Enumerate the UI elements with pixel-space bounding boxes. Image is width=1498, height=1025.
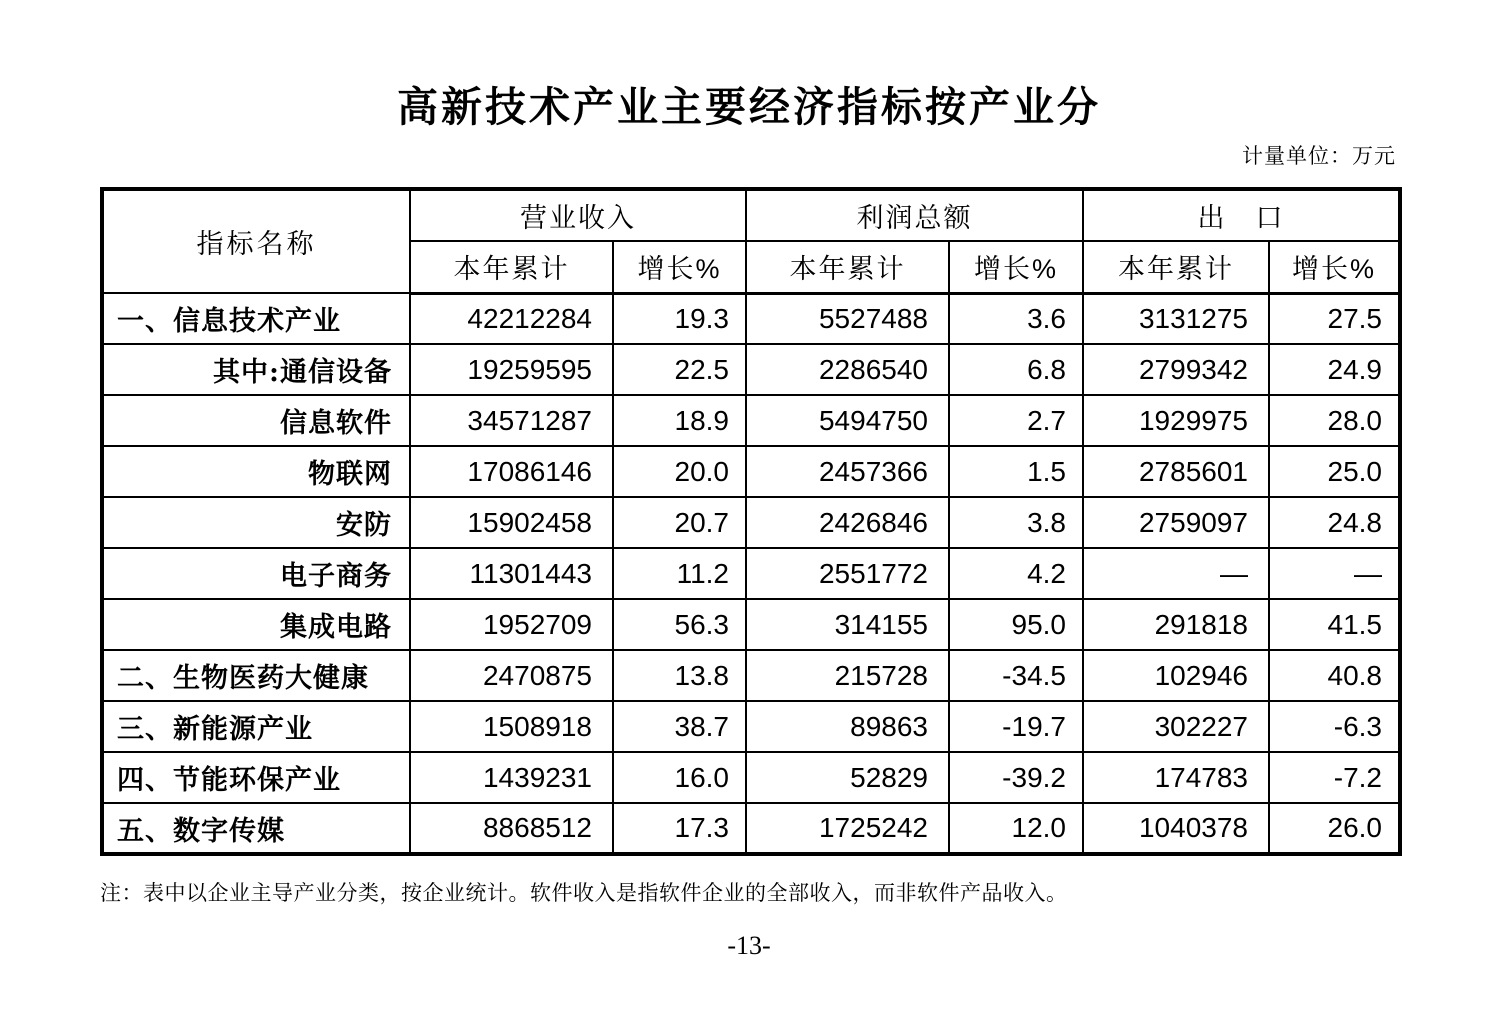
table-row: [102, 497, 1400, 548]
cell-export-growth: 24.8: [1269, 497, 1400, 548]
cell-revenue-cumulative: 19259595: [410, 344, 613, 395]
cell-export-growth: 40.8: [1269, 650, 1400, 701]
cell-profit-growth: -39.2: [949, 752, 1083, 803]
cell-revenue-growth: 16.0: [613, 752, 746, 803]
cell-revenue-cumulative: 2470875: [410, 650, 613, 701]
cell-profit-growth: 12.0: [949, 803, 1083, 854]
cell-export-growth: -7.2: [1269, 752, 1400, 803]
table-row: [102, 701, 1400, 752]
cell-export-cumulative: 174783: [1083, 752, 1269, 803]
cell-profit-growth: 95.0: [949, 599, 1083, 650]
table-row: [102, 650, 1400, 701]
row-label: 安防: [102, 497, 410, 548]
header-export-growth: 增长%: [1269, 241, 1400, 293]
cell-revenue-growth: 22.5: [613, 344, 746, 395]
cell-profit-cumulative: 314155: [746, 599, 949, 650]
header-group-export: 出 口: [1083, 189, 1400, 241]
cell-profit-cumulative: 5494750: [746, 395, 949, 446]
table-row: [102, 599, 1400, 650]
page-content: [100, 0, 1398, 961]
cell-revenue-growth: 13.8: [613, 650, 746, 701]
row-label: 一、信息技术产业: [102, 293, 410, 344]
cell-export-cumulative: 2799342: [1083, 344, 1269, 395]
header-revenue-cumulative: 本年累计: [410, 241, 613, 293]
cell-revenue-cumulative: 15902458: [410, 497, 613, 548]
cell-export-cumulative: 2785601: [1083, 446, 1269, 497]
cell-profit-cumulative: 5527488: [746, 293, 949, 344]
cell-export-cumulative: 1040378: [1083, 803, 1269, 854]
cell-revenue-cumulative: 17086146: [410, 446, 613, 497]
header-export-cumulative: 本年累计: [1083, 241, 1269, 293]
cell-export-cumulative: 302227: [1083, 701, 1269, 752]
header-revenue-growth: 增长%: [613, 241, 746, 293]
cell-export-cumulative: 1929975: [1083, 395, 1269, 446]
cell-export-growth: 28.0: [1269, 395, 1400, 446]
table-row: [102, 344, 1400, 395]
row-label: 四、节能环保产业: [102, 752, 410, 803]
header-profit-cumulative: 本年累计: [746, 241, 949, 293]
cell-export-cumulative: 291818: [1083, 599, 1269, 650]
header-group-revenue: 营业收入: [410, 189, 746, 241]
page-title: 高新技术产业主要经济指标按产业分: [397, 84, 1101, 130]
cell-profit-growth: 6.8: [949, 344, 1083, 395]
row-label: 电子商务: [102, 548, 410, 599]
table-row: [102, 803, 1400, 854]
cell-export-cumulative: 2759097: [1083, 497, 1269, 548]
cell-profit-growth: 3.8: [949, 497, 1083, 548]
cell-export-cumulative: —: [1083, 548, 1269, 599]
cell-revenue-growth: 19.3: [613, 293, 746, 344]
cell-revenue-growth: 20.7: [613, 497, 746, 548]
cell-revenue-growth: 17.3: [613, 803, 746, 854]
table-row: [102, 548, 1400, 599]
cell-revenue-growth: 20.0: [613, 446, 746, 497]
cell-revenue-cumulative: 11301443: [410, 548, 613, 599]
cell-export-cumulative: 3131275: [1083, 293, 1269, 344]
header-indicator-name: 指标名称: [102, 189, 410, 293]
footnote: 注：表中以企业主导产业分类，按企业统计。软件收入是指软件企业的全部收入，而非软件产品收入。: [100, 881, 1068, 906]
cell-profit-growth: 3.6: [949, 293, 1083, 344]
row-label: 信息软件: [102, 395, 410, 446]
cell-export-growth: 41.5: [1269, 599, 1400, 650]
cell-profit-cumulative: 89863: [746, 701, 949, 752]
header-group-profit: 利润总额: [746, 189, 1083, 241]
table-row: [102, 293, 1400, 344]
row-label: 物联网: [102, 446, 410, 497]
cell-revenue-growth: 11.2: [613, 548, 746, 599]
cell-revenue-cumulative: 1439231: [410, 752, 613, 803]
economic-indicators-table: [100, 187, 1402, 856]
cell-profit-cumulative: 2286540: [746, 344, 949, 395]
page-number: -13-: [727, 931, 771, 961]
cell-profit-growth: 4.2: [949, 548, 1083, 599]
cell-export-growth: 25.0: [1269, 446, 1400, 497]
cell-revenue-growth: 18.9: [613, 395, 746, 446]
cell-profit-growth: -34.5: [949, 650, 1083, 701]
cell-profit-growth: 2.7: [949, 395, 1083, 446]
header-profit-growth: 增长%: [949, 241, 1083, 293]
cell-revenue-cumulative: 42212284: [410, 293, 613, 344]
cell-revenue-cumulative: 34571287: [410, 395, 613, 446]
cell-profit-cumulative: 2426846: [746, 497, 949, 548]
cell-export-growth: 24.9: [1269, 344, 1400, 395]
cell-profit-cumulative: 1725242: [746, 803, 949, 854]
table-row: [102, 395, 1400, 446]
row-label: 二、生物医药大健康: [102, 650, 410, 701]
row-label: 其中:通信设备: [102, 344, 410, 395]
cell-revenue-growth: 38.7: [613, 701, 746, 752]
cell-export-growth: —: [1269, 548, 1400, 599]
cell-export-growth: -6.3: [1269, 701, 1400, 752]
row-label: 五、数字传媒: [102, 803, 410, 854]
table-row: [102, 752, 1400, 803]
row-label: 三、新能源产业: [102, 701, 410, 752]
cell-profit-cumulative: 215728: [746, 650, 949, 701]
cell-revenue-growth: 56.3: [613, 599, 746, 650]
cell-export-growth: 26.0: [1269, 803, 1400, 854]
cell-profit-cumulative: 52829: [746, 752, 949, 803]
cell-revenue-cumulative: 8868512: [410, 803, 613, 854]
table-row: [102, 446, 1400, 497]
cell-revenue-cumulative: 1508918: [410, 701, 613, 752]
cell-profit-cumulative: 2457366: [746, 446, 949, 497]
unit-note: 计量单位：万元: [1242, 144, 1396, 169]
cell-export-growth: 27.5: [1269, 293, 1400, 344]
row-label: 集成电路: [102, 599, 410, 650]
cell-profit-growth: -19.7: [949, 701, 1083, 752]
cell-export-cumulative: 102946: [1083, 650, 1269, 701]
cell-profit-growth: 1.5: [949, 446, 1083, 497]
cell-profit-cumulative: 2551772: [746, 548, 949, 599]
header-group-row: [102, 189, 1400, 241]
cell-revenue-cumulative: 1952709: [410, 599, 613, 650]
